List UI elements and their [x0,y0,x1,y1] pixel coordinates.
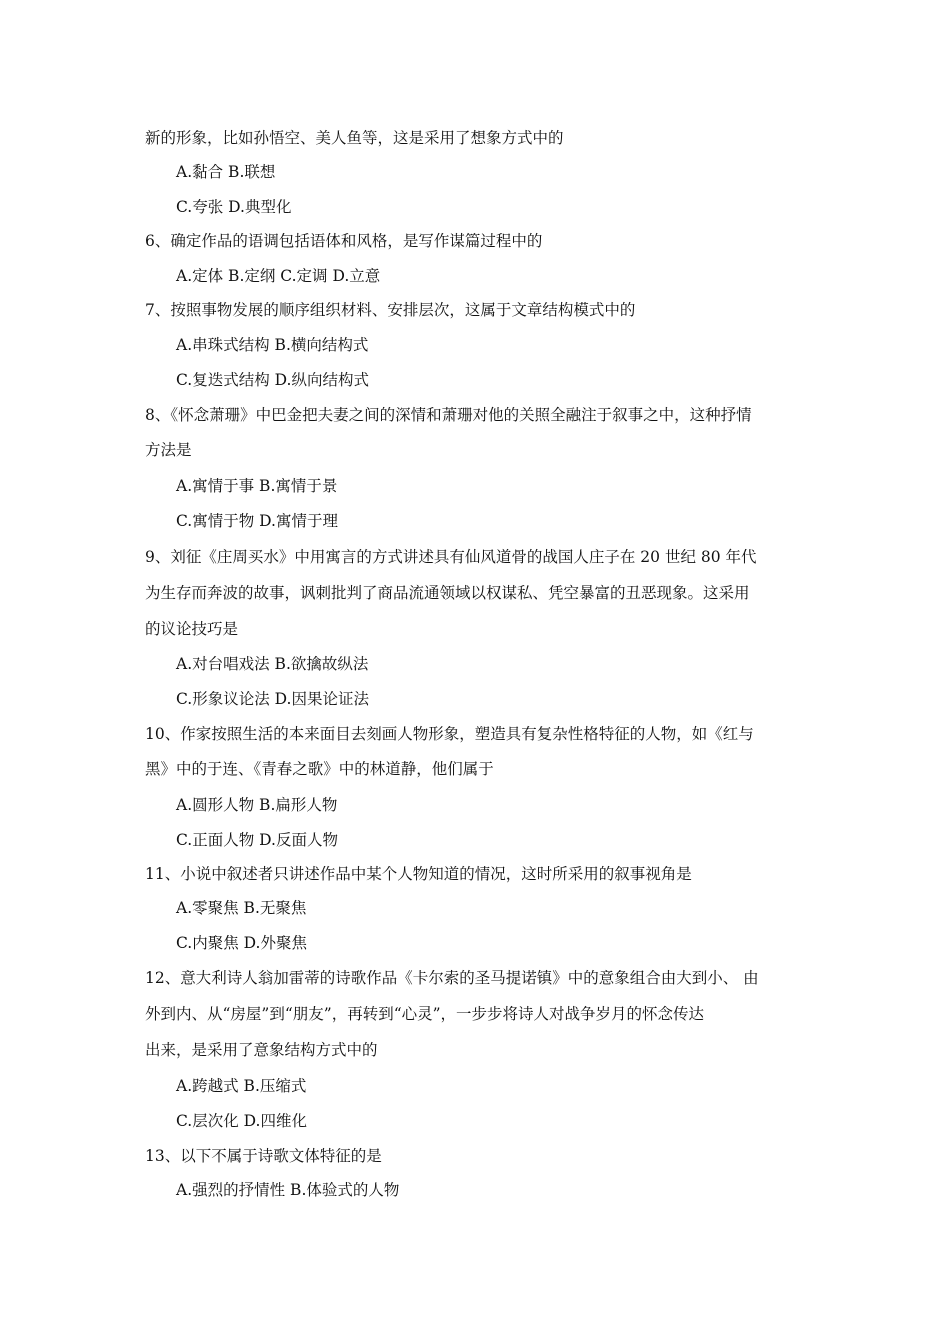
question-12: 12、意大利诗人翁加雷蒂的诗歌作品《卡尔索的圣马提诺镇》中的意象组合由大到小、 由 [145,969,759,987]
option-line: C.正面人物 D.反面人物 [176,831,338,849]
text-line: 黑》中的于连、《青春之歌》中的林道静，他们属于 [145,760,494,778]
text-line: 新的形象，比如孙悟空、美人鱼等，这是采用了想象方式中的 [145,129,564,147]
option-line: C.寓情于物 D.寓情于理 [176,512,338,530]
question-10: 10、作家按照生活的本来面目去刻画人物形象，塑造具有复杂性格特征的人物，如《红与 [145,725,754,743]
option-line: A.跨越式 B.压缩式 [176,1077,307,1095]
text-line: 出来，是采用了意象结构方式中的 [145,1041,378,1059]
text-line: 的议论技巧是 [145,620,239,638]
option-line: C.层次化 D.四维化 [176,1112,307,1130]
option-line: C.夸张 D.典型化 [176,198,292,216]
option-line: A.定体 B.定纲 C.定调 D.立意 [176,267,381,285]
question-7: 7、按照事物发展的顺序组织材料、安排层次，这属于文章结构模式中的 [145,301,636,319]
option-line: A.串珠式结构 B.横向结构式 [176,336,369,354]
text-line: 外到内、从“房屋”到“朋友”，再转到“心灵”，一步步将诗人对战争岁月的怀念传达 [145,1005,705,1023]
text-line: 方法是 [145,441,192,459]
question-11: 11、小说中叙述者只讲述作品中某个人物知道的情况，这时所采用的叙事视角是 [145,865,692,883]
option-line: A.强烈的抒情性 B.体验式的人物 [176,1181,400,1199]
option-line: A.零聚焦 B.无聚焦 [176,899,307,917]
option-line: A.对台唱戏法 B.欲擒故纵法 [176,655,369,673]
question-9: 9、刘征《庄周买水》中用寓言的方式讲述具有仙风道骨的战国人庄子在 20 世纪 80 年代 [145,548,757,566]
question-13: 13、以下不属于诗歌文体特征的是 [145,1147,382,1165]
option-line: C.形象议论法 D.因果论证法 [176,690,369,708]
option-line: C.复迭式结构 D.纵向结构式 [176,371,369,389]
option-line: A.圆形人物 B.扁形人物 [176,796,338,814]
option-line: C.内聚焦 D.外聚焦 [176,934,307,952]
text-line: 为生存而奔波的故事，讽刺批判了商品流通领域以权谋私、凭空暴富的丑恶现象。这采用 [145,584,750,602]
option-line: A.寓情于事 B.寓情于景 [176,477,338,495]
question-8: 8、《怀念萧珊》中巴金把夫妻之间的深情和萧珊对他的关照全融注于叙事之中，这种抒情 [145,406,752,424]
question-6: 6、确定作品的语调包括语体和风格，是写作谋篇过程中的 [145,232,543,250]
option-line: A.黏合 B.联想 [176,163,276,181]
